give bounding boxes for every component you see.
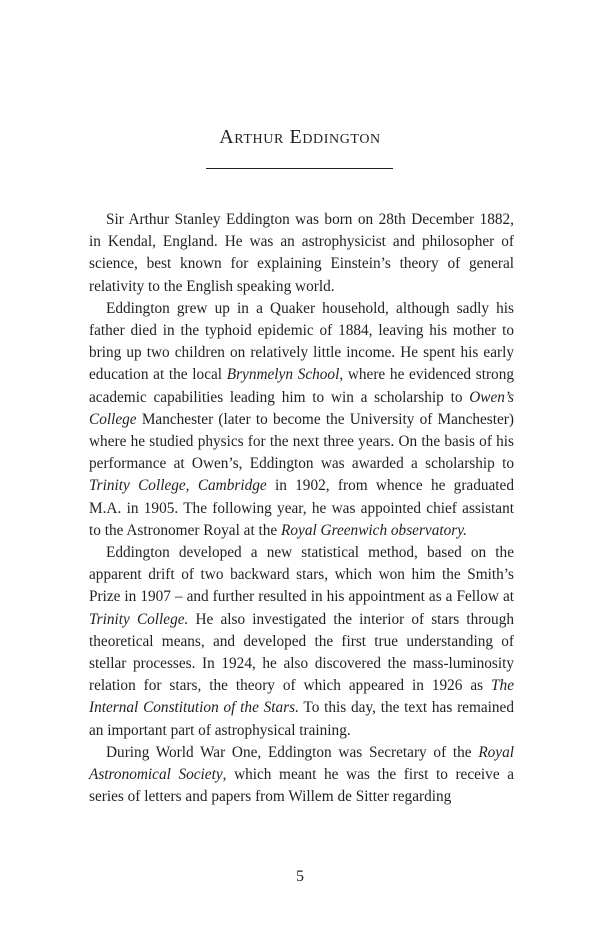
italic-text: Royal Greenwich observatory. [281,521,467,539]
paragraph-text: , which meant he was the first to receive a series of letters and papers from Willem de Sitter regarding [89,766,514,806]
paragraph-1 [89,209,514,298]
paragraph-text: Sir Arthur Stanley Eddington was born on 28th December 1882, in Kendal, England. He was an astrophysicist and philosopher of science, best known for explaining Einstein’s theory of general relativity to the English speaking world. [89,211,514,295]
paragraph-text: , where he evidenced strong academic capabilities leading him to win a scholarship to [89,366,515,406]
title-divider [206,168,393,169]
paragraph-text: To this day, the text has remained an important part of astrophysical training. [89,699,514,739]
paragraph-text: During World War One, Eddington was Secretary of the [106,743,479,761]
paragraph-4 [89,742,514,809]
italic-text: Owen’s College [89,388,514,428]
paragraph-text: He also investigated the interior of stars through theoretical means, and developed the first true understanding of stellar processes. In 1924, he also discovered the mass-luminosity relation for stars, the theory of which appeared in 1926 as [89,610,514,695]
italic-text: The Internal Constitution of the Stars. [89,677,514,717]
paragraph-text: Manchester (later to become the University of Manchester) where he studied physics for the next three years. On the basis of his performance at Owen’s, Eddington was awarded a scholarship to [89,410,514,473]
paragraph-text: in 1902, from whence he graduated M.A. in 1905. The following year, he was appointed chief assistant to the Astronomer Royal at the [89,477,514,539]
italic-text: Trinity College, Cambridge [89,477,267,495]
page-number: 5 [296,868,304,885]
chapter-title: Arthur Eddington [219,126,381,148]
italic-text: Trinity College. [89,610,189,628]
paragraph-3 [89,542,514,742]
paragraph-2 [89,298,514,542]
paragraph-text: Eddington grew up in a Quaker household, although sadly his father died in the typhoid epidemic of 1884, leaving his mother to bring up two children on relatively little income. He spent his early education at the local [89,299,514,384]
paragraph-text: Eddington developed a new statistical method, based on the apparent drift of two backward stars, which won him the Smith’s Prize in 1907 – and further resulted in his appointment as a Fellow at [89,544,514,606]
chapter-body [89,209,514,808]
italic-text: Brynmelyn School [226,366,340,384]
italic-text: Royal Astronomical Society [89,743,514,784]
